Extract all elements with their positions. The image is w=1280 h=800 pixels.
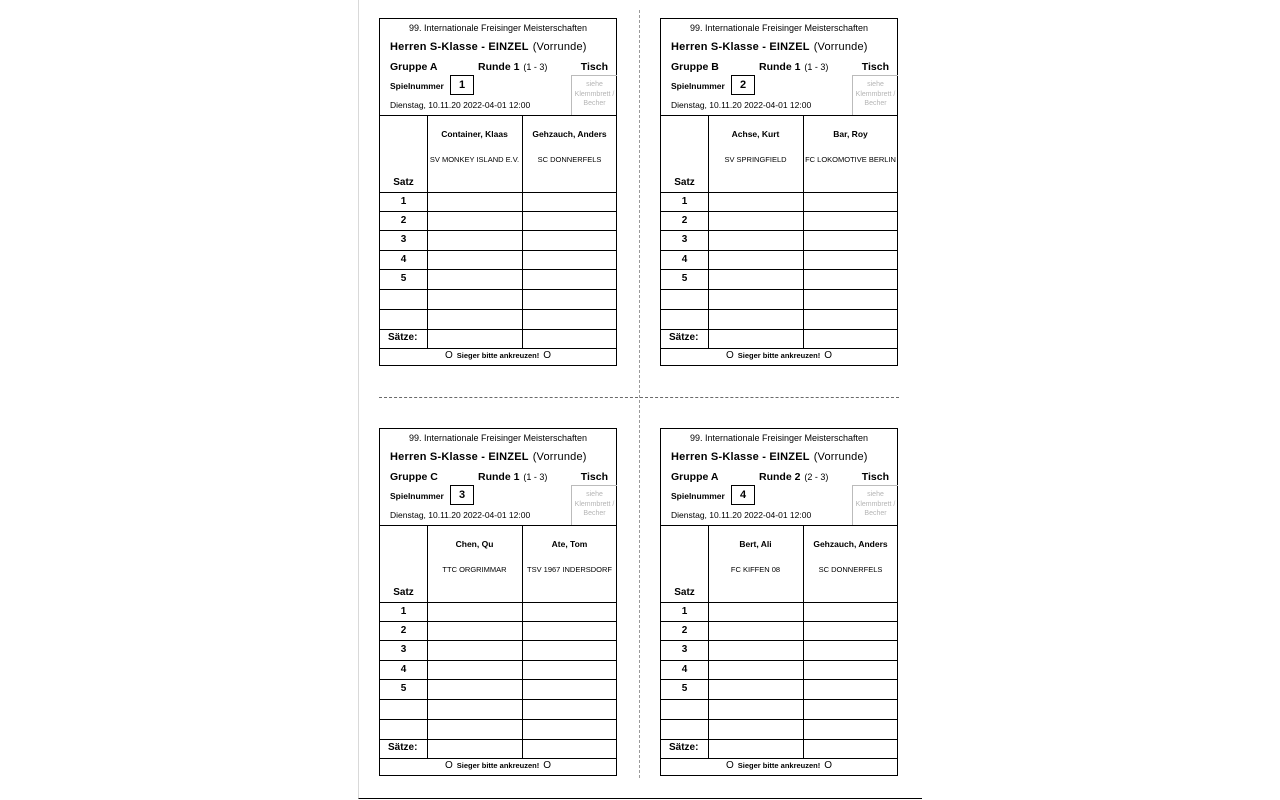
set-row-line — [661, 679, 897, 680]
set-number: 2 — [400, 215, 407, 226]
sets-total-label: Sätze: — [388, 742, 418, 753]
set-row-line — [380, 192, 616, 193]
winner-checkbox-player1[interactable]: O — [725, 350, 734, 361]
grid-column-divider — [427, 116, 428, 349]
set-row-line — [380, 719, 616, 720]
winner-checkbox-player1[interactable]: O — [725, 760, 734, 771]
winner-checkbox-player2[interactable]: O — [824, 760, 833, 771]
event-title: 99. Internationale Freisinger Meisterschaften — [408, 23, 588, 33]
set-column-header: Satz — [393, 177, 414, 188]
match-number-label: Spielnummer — [671, 491, 725, 501]
round-label: Runde 1 (1 - 3) — [478, 61, 548, 73]
player1-name: Container, Klaas — [441, 129, 508, 139]
group-label: Gruppe A — [671, 471, 719, 483]
player2-name: Ate, Tom — [551, 539, 588, 549]
table-number-box: siehe Klemmbrett / Becher — [852, 485, 898, 525]
saetze-row-line — [661, 348, 897, 349]
set-row-line — [661, 269, 897, 270]
player2-name: Bar, Roy — [833, 129, 868, 139]
set-row-line — [661, 329, 897, 330]
saetze-row-line — [380, 348, 616, 349]
set-number: 2 — [681, 625, 688, 636]
set-number: 3 — [400, 234, 407, 245]
set-number: 1 — [681, 606, 688, 617]
player2-club: FC LOKOMOTIVE BERLIN — [805, 155, 896, 164]
cut-line-horizontal — [379, 397, 899, 398]
sets-total-label: Sätze: — [669, 742, 699, 753]
player1-club: SV SPRINGFIELD — [724, 155, 787, 164]
set-row-line — [380, 250, 616, 251]
score-grid — [380, 115, 616, 366]
set-number: 4 — [400, 664, 407, 675]
score-card-2 — [660, 18, 898, 366]
set-row-line — [380, 739, 616, 740]
player1-name: Achse, Kurt — [731, 129, 780, 139]
score-grid — [661, 115, 897, 366]
winner-checkbox-player2[interactable]: O — [543, 350, 552, 361]
player1-name: Chen, Qu — [455, 539, 494, 549]
set-number: 2 — [400, 625, 407, 636]
score-grid — [380, 525, 616, 776]
score-card-3 — [379, 428, 617, 776]
set-number: 1 — [681, 196, 688, 207]
set-row-line — [661, 640, 897, 641]
match-number-box: 2 — [731, 75, 755, 95]
group-label: Gruppe C — [390, 471, 438, 483]
set-row-line — [380, 329, 616, 330]
set-number: 3 — [681, 644, 688, 655]
player1-club: TTC ORGRIMMAR — [442, 565, 507, 574]
set-row-line — [661, 699, 897, 700]
match-number-label: Spielnummer — [390, 81, 444, 91]
table-label: Tisch — [861, 471, 889, 483]
match-number-box: 3 — [450, 485, 474, 505]
set-row-line — [661, 719, 897, 720]
winner-hint: O Sieger bitte ankreuzen! O — [444, 760, 552, 771]
grid-column-divider — [522, 116, 523, 349]
set-row-line — [380, 679, 616, 680]
set-number: 1 — [400, 606, 407, 617]
set-row-line — [380, 660, 616, 661]
set-number: 4 — [681, 254, 688, 265]
round-label: Runde 1 (1 - 3) — [759, 61, 829, 73]
table-label: Tisch — [861, 61, 889, 73]
group-label: Gruppe B — [671, 61, 719, 73]
set-number: 5 — [400, 273, 407, 284]
group-label: Gruppe A — [390, 61, 438, 73]
match-number-box: 1 — [450, 75, 474, 95]
set-number: 5 — [400, 683, 407, 694]
set-number: 4 — [681, 664, 688, 675]
saetze-row-line — [661, 758, 897, 759]
set-number: 5 — [681, 683, 688, 694]
grid-column-divider — [427, 526, 428, 759]
set-row-line — [380, 230, 616, 231]
set-row-line — [661, 250, 897, 251]
table-label: Tisch — [580, 471, 608, 483]
competition-title: Herren S-Klasse - EINZEL (Vorrunde) — [671, 451, 868, 463]
player2-name: Gehzauch, Anders — [532, 129, 607, 139]
player2-club: TSV 1967 INDERSDORF — [526, 565, 613, 574]
competition-title: Herren S-Klasse - EINZEL (Vorrunde) — [671, 41, 868, 53]
set-row-line — [661, 621, 897, 622]
set-number: 1 — [400, 196, 407, 207]
score-card-1 — [379, 18, 617, 366]
set-row-line — [661, 602, 897, 603]
winner-checkbox-player2[interactable]: O — [543, 760, 552, 771]
round-range: (2 - 3) — [804, 472, 829, 482]
set-row-line — [661, 289, 897, 290]
set-row-line — [661, 192, 897, 193]
event-title: 99. Internationale Freisinger Meisterschaften — [689, 23, 869, 33]
round-range: (1 - 3) — [804, 62, 829, 72]
score-grid — [661, 525, 897, 776]
set-row-line — [380, 640, 616, 641]
grid-column-divider — [708, 116, 709, 349]
round-label: Runde 1 (1 - 3) — [478, 471, 548, 483]
round-range: (1 - 3) — [523, 62, 548, 72]
table-number-box: siehe Klemmbrett / Becher — [571, 485, 617, 525]
set-row-line — [661, 230, 897, 231]
sets-total-label: Sätze: — [669, 332, 699, 343]
sets-total-label: Sätze: — [388, 332, 418, 343]
stage-label: (Vorrunde) — [813, 451, 868, 463]
match-datetime: Dienstag, 10.11.20 2022-04-01 12:00 — [671, 510, 812, 520]
set-row-line — [380, 269, 616, 270]
match-number-box: 4 — [731, 485, 755, 505]
set-number: 3 — [681, 234, 688, 245]
grid-column-divider — [803, 116, 804, 349]
match-number-label: Spielnummer — [390, 491, 444, 501]
set-row-line — [661, 211, 897, 212]
set-row-line — [661, 739, 897, 740]
round-label: Runde 2 (2 - 3) — [759, 471, 829, 483]
grid-column-divider — [803, 526, 804, 759]
event-title: 99. Internationale Freisinger Meisterschaften — [689, 433, 869, 443]
saetze-row-line — [380, 758, 616, 759]
set-number: 5 — [681, 273, 688, 284]
winner-hint: O Sieger bitte ankreuzen! O — [444, 350, 552, 361]
set-column-header: Satz — [674, 177, 695, 188]
competition-title: Herren S-Klasse - EINZEL (Vorrunde) — [390, 41, 587, 53]
table-label: Tisch — [580, 61, 608, 73]
match-number-label: Spielnummer — [671, 81, 725, 91]
winner-checkbox-player1[interactable]: O — [444, 350, 453, 361]
set-row-line — [380, 289, 616, 290]
set-row-line — [380, 699, 616, 700]
player2-club: SC DONNERFELS — [537, 155, 602, 164]
player1-name: Bert, Ali — [739, 539, 772, 549]
grid-column-divider — [522, 526, 523, 759]
grid-column-divider — [708, 526, 709, 759]
player1-club: SV MONKEY ISLAND E.V. — [429, 155, 520, 164]
winner-hint: O Sieger bitte ankreuzen! O — [725, 760, 833, 771]
player2-name: Gehzauch, Anders — [813, 539, 888, 549]
set-row-line — [380, 621, 616, 622]
player1-club: FC KIFFEN 08 — [730, 565, 781, 574]
stage-label: (Vorrunde) — [813, 41, 868, 53]
stage-label: (Vorrunde) — [532, 451, 587, 463]
match-datetime: Dienstag, 10.11.20 2022-04-01 12:00 — [671, 100, 812, 110]
set-row-line — [661, 309, 897, 310]
table-number-box: siehe Klemmbrett / Becher — [571, 75, 617, 115]
match-datetime: Dienstag, 10.11.20 2022-04-01 12:00 — [390, 100, 531, 110]
round-range: (1 - 3) — [523, 472, 548, 482]
stage-label: (Vorrunde) — [532, 41, 587, 53]
set-row-line — [661, 660, 897, 661]
set-number: 4 — [400, 254, 407, 265]
set-number: 2 — [681, 215, 688, 226]
event-title: 99. Internationale Freisinger Meisterschaften — [408, 433, 588, 443]
set-row-line — [380, 602, 616, 603]
match-datetime: Dienstag, 10.11.20 2022-04-01 12:00 — [390, 510, 531, 520]
winner-hint: O Sieger bitte ankreuzen! O — [725, 350, 833, 361]
set-number: 3 — [400, 644, 407, 655]
winner-checkbox-player1[interactable]: O — [444, 760, 453, 771]
score-card-4 — [660, 428, 898, 776]
set-column-header: Satz — [674, 587, 695, 598]
set-row-line — [380, 309, 616, 310]
player2-club: SC DONNERFELS — [818, 565, 883, 574]
cut-line-vertical — [639, 10, 640, 778]
winner-checkbox-player2[interactable]: O — [824, 350, 833, 361]
competition-title: Herren S-Klasse - EINZEL (Vorrunde) — [390, 451, 587, 463]
set-column-header: Satz — [393, 587, 414, 598]
set-row-line — [380, 211, 616, 212]
table-number-box: siehe Klemmbrett / Becher — [852, 75, 898, 115]
